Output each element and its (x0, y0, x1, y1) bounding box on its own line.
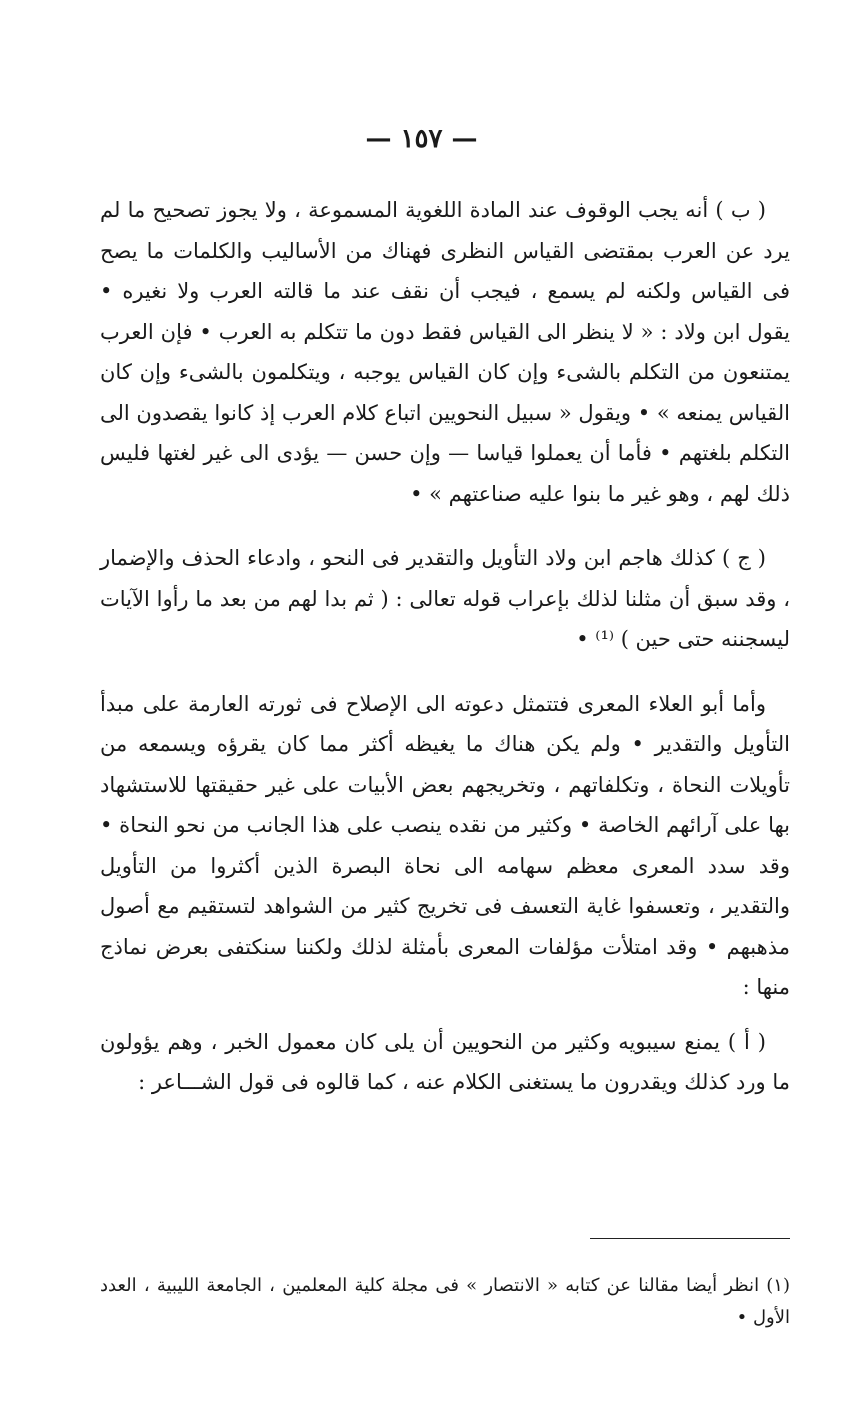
paragraph-b: ( ب ) أنه يجب الوقوف عند المادة اللغوية المسموعة ، ولا يجوز تصحيح ما لم يرد عن العرب بمقتضى القياس النظرى فهناك من الأساليب والكلمات ما يصح فى القياس ولكنه لم يسمع ، فيجب أن نقف عند ما قالته العرب ولا نغيره • يقول ابن ولاد : « لا ينظر الى القياس فقط دون ما تتكلم به العرب • فإن العرب يمتنعون من التكلم بالشىء وإن كان القياس يوجبه ، ويتكلمون بالشىء وإن كان القياس يمنعه » • ويقول « سبيل النحويين اتباع كلام العرب إذ كانوا يقصدون الى التكلم بلغتهم • فأما أن يعملوا قياسا — وإن حسن — يؤدى الى غير لغتها فليس ذلك لهم ، وهو غير ما بنوا عليه صناعتهم » • (100, 198, 790, 506)
paragraph-j: ( ج ) كذلك هاجم ابن ولاد التأويل والتقدير فى النحو ، وادعاء الحذف والإضمار ، وقد سبق أن مثلنا لذلك بإعراب قوله تعالى : ( ثم بدا لهم من بعد ما رأوا الآيات ليسجننه حتى حين ) ⁽¹⁾ • (100, 546, 790, 651)
paragraph-spacer (100, 1008, 790, 1022)
paragraph-spacer (100, 514, 790, 538)
paragraph-spacer (100, 660, 790, 684)
page-number: — ١٥٧ — (365, 124, 478, 154)
paragraph-maarri: وأما أبو العلاء المعرى فتتمثل دعوته الى الإصلاح فى ثورته العارمة على مبدأ التأويل والتقدير • ولم يكن هناك ما يغيظه أكثر مما كان يقرؤه ويسمعه من تأويلات النحاة ، وتكلفاتهم ، وتخريجهم بعض الأبيات على غير حقيقتها للاستشهاد بها على آرائهم الخاصة • وكثير من نقده ينصب على هذا الجانب من نحو النحاة • وقد سدد المعرى معظم سهامه الى نحاة البصرة الذين أكثروا من التأويل والتقدير ، وتعسفوا غاية التعسف فى تخريج كثير من الشواهد لتستقيم مع أصول مذهبهم • وقد امتلأت مؤلفات المعرى بأمثلة لذلك ولكننا سنكتفى بعرض نماذج منها : (100, 691, 790, 999)
body-text (100, 190, 790, 1103)
paragraph-a: ( أ ) يمنع سيبويه وكثير من النحويين أن يلى كان معمول الخبر ، وهم يؤولون ما ورد كذلك ويقدرون ما يستغنى الكلام عنه ، كما قالوه فى قول الشـــاعر : (100, 1029, 790, 1094)
footnote-divider (590, 1238, 790, 1239)
footnote: (١) انظر أيضا مقالنا عن كتابه « الانتصار » فى مجلة كلية المعلمين ، الجامعة الليبية ، العدد الأول • (100, 1275, 790, 1328)
